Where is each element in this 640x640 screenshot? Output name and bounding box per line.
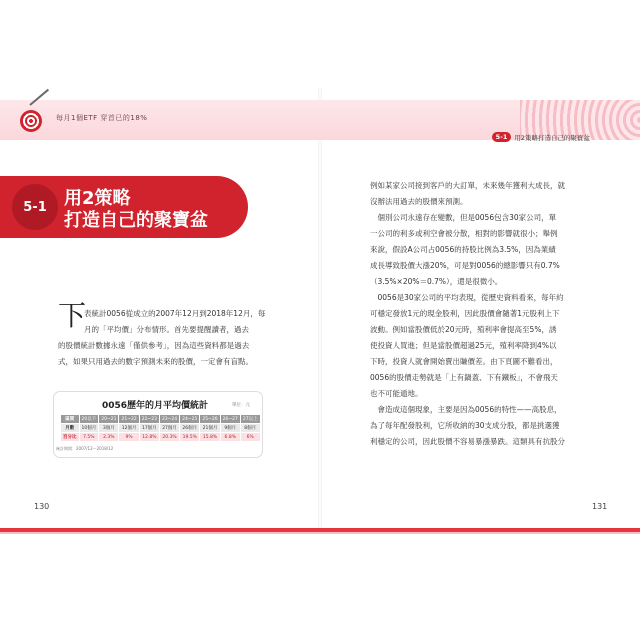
chapter-number-badge: 5-1: [12, 184, 58, 230]
table-cell: 23~24: [159, 415, 179, 424]
body-line: 例如某家公司接到客戶的大訂單，未來幾年獲利大成長，就: [370, 181, 565, 190]
table-cell: 6%: [240, 433, 260, 442]
table-cell: 21個月: [200, 424, 220, 433]
table-row: [61, 433, 261, 442]
body-line: 表統計0056從成立的2007年12月到2018年12月，每: [84, 309, 266, 318]
body-line: 為了每年配發股利，它所收納的30支成分股，都是挑選獲: [370, 421, 560, 430]
table-cell: 15.8%: [200, 433, 220, 442]
body-line: 沒辦法用過去的股價來預測。: [370, 197, 468, 206]
chapter-title-line-1: 用2策略: [64, 188, 131, 209]
table-cell: 26個月: [180, 424, 200, 433]
table-cell: 27個月: [159, 424, 179, 433]
page-number-left: 130: [34, 502, 50, 511]
table-cell: 25~26: [200, 415, 220, 424]
body-line: 的股價統計數據永遠「僅供參考」，因為這些資料都是過去: [58, 341, 250, 350]
table-cell: 20.3%: [159, 433, 179, 442]
table-cell: 19.5%: [180, 433, 200, 442]
body-line: 利穩定的公司，因此股價不容易暴漲暴跌。這類具有抗股分: [370, 437, 565, 446]
table-cell: 21~22: [119, 415, 139, 424]
body-line: 下時，投資人就會開始賣出賺價差。由下頁圖不難看出，: [370, 357, 558, 366]
footer-strip: [0, 532, 640, 534]
stats-table-note: 統計期間：2007/12～2018/12: [56, 446, 114, 451]
drop-cap: 下: [58, 299, 87, 332]
table-cell: 6.8%: [220, 433, 240, 442]
table-cell: 20以下: [79, 415, 99, 424]
body-line: 一公司的利多或利空會被分散，相對的影響就很小；舉例: [370, 229, 558, 238]
table-cell: 2.3%: [99, 433, 119, 442]
book-gutter: [318, 88, 322, 530]
table-cell: 8個月: [240, 424, 260, 433]
body-line: 成長導致股價大漲20%，可是對0056的總影響只有0.7%: [370, 261, 560, 270]
body-line: 使投資人買進；但是當股價超過25元，殖利率降到4%以: [370, 341, 557, 350]
table-cell: 3個月: [99, 424, 119, 433]
table-cell: 27以上: [240, 415, 260, 424]
table-cell: 9個月: [220, 424, 240, 433]
running-chapter-number: 5-1: [492, 132, 512, 142]
target-icon: [20, 110, 42, 132]
running-chapter-tag: [492, 131, 590, 143]
table-row: [61, 424, 261, 433]
body-line: 0056的股價走勢就是「上有鍋蓋、下有鐵板」，不會飛天: [370, 373, 558, 382]
chapter-title-line-2: 打造自己的聚寶盆: [64, 210, 208, 231]
body-line: 會造成這個現象，主要是因為0056的特性——高股息，: [370, 405, 562, 414]
body-line: 可穩定發放1元的現金股利，因此股價會隨著1元股利上下: [370, 309, 560, 318]
running-chapter-title: 用2策略打造自己的聚寶盆: [514, 133, 590, 142]
table-cell: 百分比: [61, 433, 80, 442]
table-cell: 20~21: [99, 415, 119, 424]
body-line: 也不可能遁地。: [370, 389, 423, 398]
body-line: （3.5%×20%＝0.7%），還是很微小。: [370, 277, 503, 286]
stats-table: [60, 414, 261, 442]
running-book-title: 每月1個ETF 穿首已的18%: [56, 114, 148, 122]
body-line: 個別公司永遠存在變數，但是0056包含30家公司，單: [370, 213, 557, 222]
table-cell: 區間: [61, 415, 80, 424]
table-cell: 17個月: [139, 424, 159, 433]
body-line: 0056是30家公司的平均表現，從歷史資料看來，每年約: [370, 293, 564, 302]
body-line: 月的「平均價」分布情形。首先要提醒讀者，過去: [84, 325, 249, 334]
page-number-right: 131: [592, 502, 608, 511]
body-line: 來說，假設A公司占0056的持股比例為3.5%，因為業績: [370, 245, 556, 254]
table-cell: 26~27: [220, 415, 240, 424]
table-cell: 12.8%: [139, 433, 159, 442]
table-cell: 12個月: [119, 424, 139, 433]
table-cell: 10個月: [79, 424, 99, 433]
stats-table-unit: 單位：元: [232, 403, 250, 408]
body-line: 波動。例如當股價低於20元時，殖利率會提高至5%，誘: [370, 325, 557, 334]
body-line: 式，如果只用過去的數字預測未來的股價，一定會有盲點。: [58, 357, 253, 366]
table-cell: 9%: [119, 433, 139, 442]
table-cell: 7.5%: [79, 433, 99, 442]
table-cell: 月數: [61, 424, 80, 433]
table-header-row: [61, 415, 261, 424]
stats-table-title: 0056歷年的月平均價統計: [102, 401, 209, 411]
table-cell: 22~23: [139, 415, 159, 424]
table-cell: 24~25: [180, 415, 200, 424]
